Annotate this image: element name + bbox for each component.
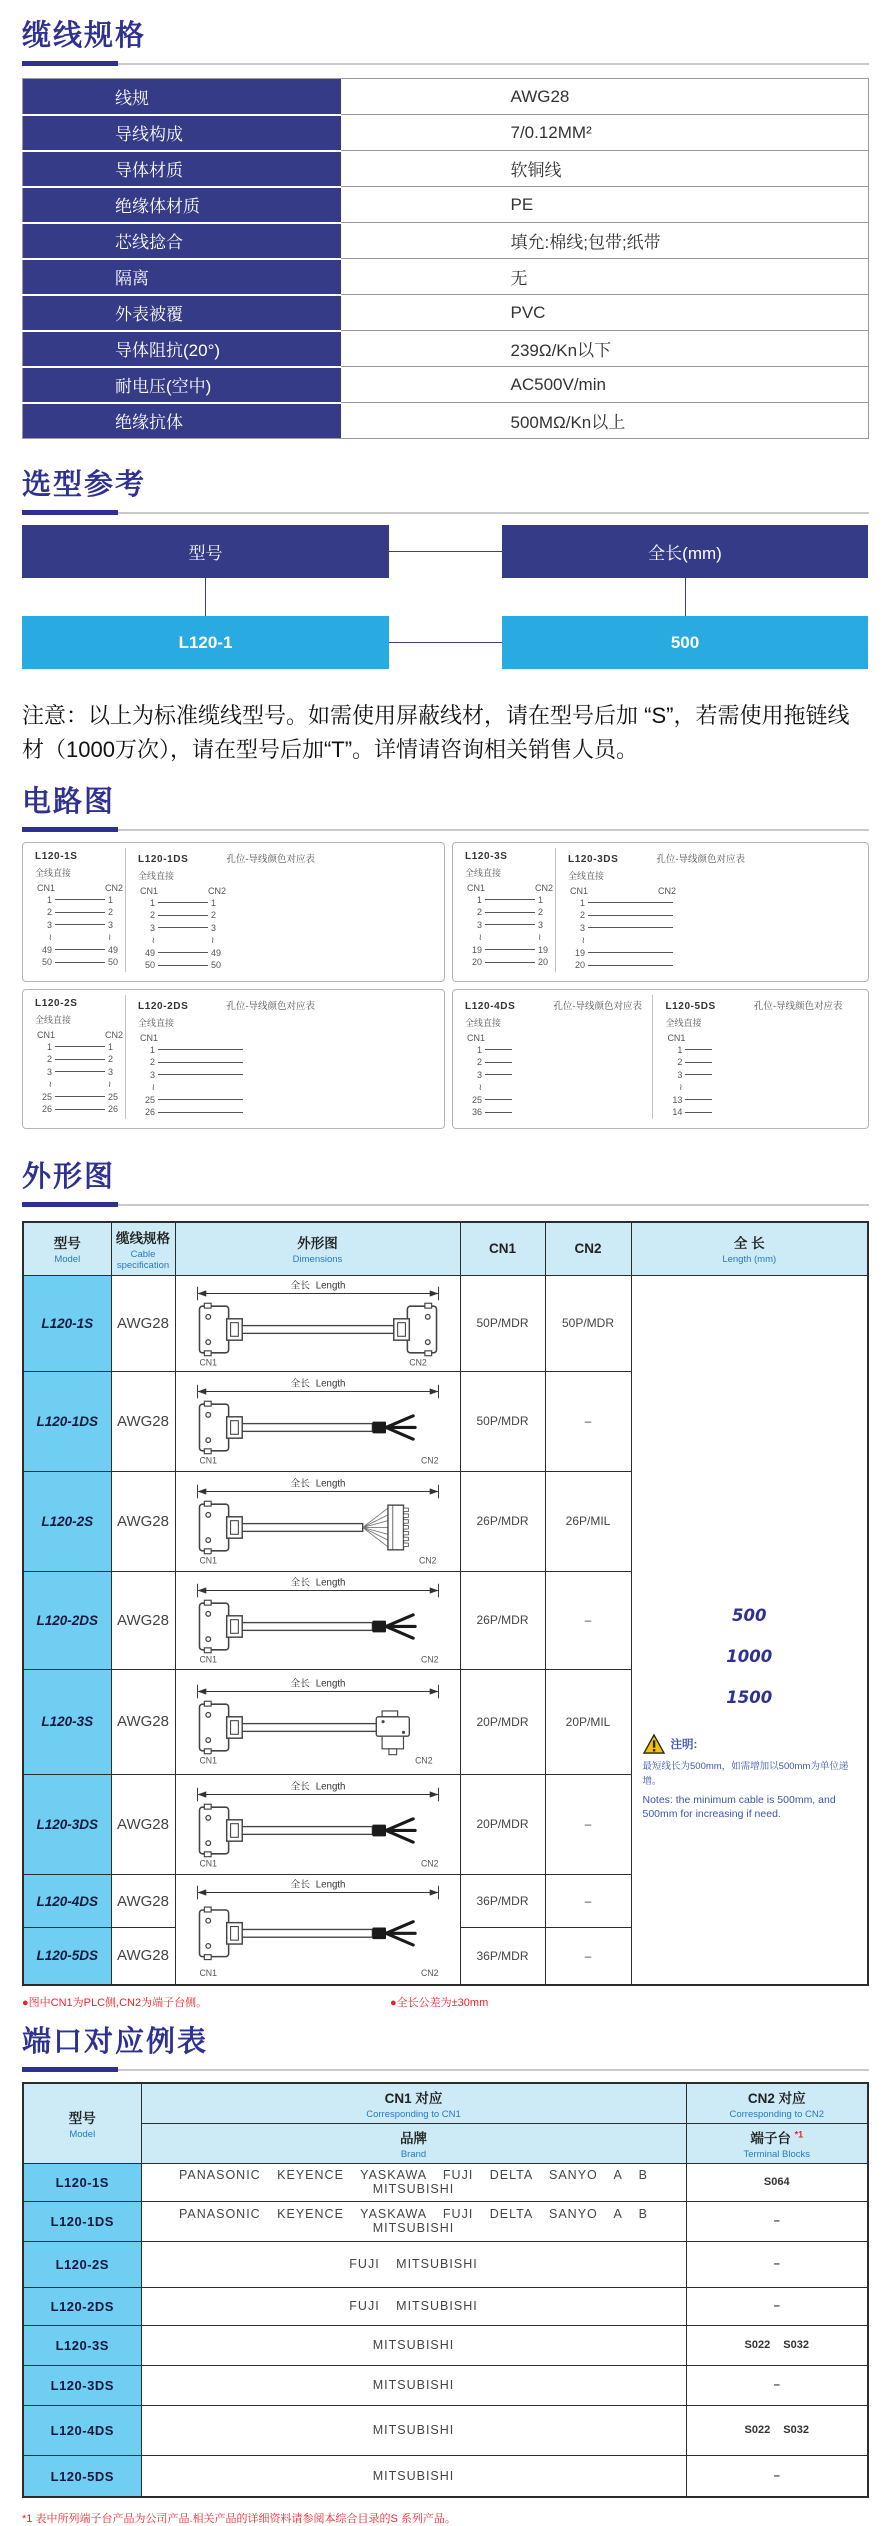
spec-label: 外表被覆 [23,295,341,331]
cn1-cell: 26P/MDR [460,1571,545,1669]
circuit-diagram-grid [22,842,869,1129]
circuit-panel-wiring: 全线直接 [568,870,605,881]
port-footnote: *1 表中所列端子台产品为公司产品.相关产品的详细资料请参阅本综合目录的S 系列产品。 [22,2513,456,2526]
outline-header-spec: 缆线规格 Cable specification [111,1222,175,1276]
port-terminal-cell: – [686,2241,868,2287]
table-row [23,2365,868,2405]
svg-text:CN1: CN1 [198,1357,217,1368]
circuit-panel-model: L120-4DS [465,1000,516,1012]
circuit-panel-wiring: 全线直接 [465,867,502,878]
outline-model-cell: L120-2DS [23,1571,111,1669]
cable-spec-table [22,78,869,439]
outline-model-cell: L120-5DS [23,1928,111,1985]
outline-spec-cell: AWG28 [111,1928,175,1985]
cn2-label: CN2 [104,1029,123,1040]
port-brand-cell: MITSUBISHI [141,2455,686,2497]
outline-header-model: 型号 Model [23,1222,111,1276]
table-row [23,115,869,151]
circuit-panel-model: L120-2S [35,997,78,1009]
circuit-pin-list: 1 1 2 2 3 3 ≀ ≀ 49 49 50 50 [41,894,119,968]
spec-value: 7/0.12MM² [341,115,869,151]
warning-text-zh: 最短线长为500mm，如需增加以500mm为单位递增。 [642,1761,849,1787]
cn2-cell: – [545,1874,631,1927]
port-model-cell: L120-3S [23,2325,141,2365]
svg-text:CN1: CN1 [198,1968,217,1979]
svg-text:CN2: CN2 [418,1555,437,1566]
table-row [23,2287,868,2325]
port-brand-cell: PANASONIC KEYENCE YASKAWA FUJI DELTA SANYO A B MITSUBISHI [141,2201,686,2241]
cn2-label: CN2 [207,885,226,896]
cn1-label: CN1 [140,1032,159,1043]
spec-value: PE [341,187,869,223]
svg-text:CN1: CN1 [198,1555,217,1566]
section-rule [22,61,869,66]
svg-text:CN1: CN1 [198,1858,217,1869]
spec-label: 隔离 [23,259,341,295]
selection-model-value-box: L120-1 [22,616,389,669]
port-table [22,2082,869,2499]
color-table-label: 孔位-导线颜色对应表 [656,853,746,865]
outline-footnote-2: ●全长公差为±30mm [390,1996,489,2009]
cable-drawing-mdr-fray [182,1575,454,1666]
circuit-panel [125,995,438,1119]
circuit-panel-model: L120-2DS [138,1000,189,1012]
svg-text:全长Length: 全长 Length [290,1577,345,1589]
svg-text:CN2: CN2 [408,1357,427,1368]
outline-model-cell: L120-1DS [23,1371,111,1471]
port-header-cn1: CN1 对应 Corresponding to CN1 [141,2083,686,2124]
outline-spec-cell: AWG28 [111,1371,175,1471]
spec-value: AC500V/min [341,367,869,403]
svg-text:CN1: CN1 [198,1654,217,1665]
cn1-cell: 26P/MDR [460,1471,545,1571]
length-cell [631,1275,868,1985]
port-model-cell: L120-1DS [23,2201,141,2241]
table-header-row [23,2083,868,2124]
warning-text-en: Notes: the minimum cable is 500mm, and 500mm for increasing if need. [642,1793,836,1821]
cable-drawing-mdr-fray [182,1779,454,1870]
section-title-circuit: 电路图 [22,785,116,818]
port-terminal-cell: – [686,2201,868,2241]
spec-label: 导体阻抗(20°) [23,331,341,367]
spec-label: 耐电压(空中) [23,367,341,403]
svg-text:CN2: CN2 [420,1455,438,1466]
section-rule [22,1202,869,1207]
outline-model-cell: L120-3S [23,1669,111,1774]
table-row [23,2163,868,2201]
circuit-box [452,842,869,982]
spec-label: 导体材质 [23,151,341,187]
outline-footnote-1: ●图中CN1为PLC侧,CN2为端子台侧。 [22,1996,208,2009]
table-row [23,187,869,223]
circuit-panel-model: L120-1S [35,850,78,862]
circuit-panel-model: L120-3DS [568,853,619,865]
circuit-panel-wiring: 全线直接 [465,1017,502,1028]
port-model-cell: L120-4DS [23,2405,141,2455]
cn2-cell: 26P/MIL [545,1471,631,1571]
port-model-cell: L120-3DS [23,2365,141,2405]
table-row [23,367,869,403]
svg-text:CN2: CN2 [414,1755,433,1766]
circuit-panel [29,995,125,1119]
outline-spec-cell: AWG28 [111,1874,175,1927]
cable-drawing-mdr-fray [182,1376,454,1467]
outline-model-cell: L120-3DS [23,1774,111,1874]
cn2-cell: 20P/MIL [545,1669,631,1774]
circuit-pin-list: 1 1 2 2 3 3 ≀ ≀ 25 25 26 26 [41,1041,119,1115]
circuit-panel-model: L120-3S [465,850,508,862]
port-terminal-cell: – [686,2365,868,2405]
connector-line [685,578,686,616]
section-rule [22,510,869,515]
spec-label: 绝缘体材质 [23,187,341,223]
port-model-cell: L120-2S [23,2241,141,2287]
table-row [23,295,869,331]
cn2-label: CN2 [657,885,676,896]
spec-value: 239Ω/Kn以下 [341,331,869,367]
port-brand-cell: MITSUBISHI [141,2325,686,2365]
cn1-label: CN1 [570,885,589,896]
port-terminal-cell: – [686,2287,868,2325]
svg-text:CN2: CN2 [420,1968,438,1979]
cn1-label: CN1 [467,1032,486,1043]
spec-value: AWG28 [341,79,869,115]
svg-text:CN1: CN1 [198,1755,217,1766]
section-rule [22,2067,869,2072]
cn1-cell: 36P/MDR [460,1928,545,1985]
svg-text:全长Length: 全长 Length [290,1280,345,1292]
cn2-label: CN2 [534,882,553,893]
circuit-panel [555,848,862,972]
circuit-panel [652,995,862,1119]
length-values: 500 1000 1500 [726,1605,773,1708]
selection-note: 注意：以上为标准缆线型号。如需使用屏蔽线材，请在型号后加 “S”，若需使用拖链线材（1000万次），请在型号后加“T”。详情请咨询相关销售人员。 [22,703,850,763]
cable-drawing-mdr-mil [182,1476,454,1567]
circuit-box [452,989,869,1129]
outline-spec-cell: AWG28 [111,1471,175,1571]
svg-text:全长Length: 全长 Length [290,1678,345,1690]
port-brand-cell: MITSUBISHI [141,2365,686,2405]
spec-value: 填允:棉线;包带;纸带 [341,223,869,259]
connector-line [389,642,502,643]
spec-value: PVC [341,295,869,331]
circuit-panel-wiring: 全线直接 [665,1017,702,1028]
circuit-pin-list: 1 2 3 ≀ 25 36 [467,1044,515,1119]
port-terminal-cell: S064 [686,2163,868,2201]
outline-spec-cell: AWG28 [111,1275,175,1371]
outline-spec-cell: AWG28 [111,1571,175,1669]
circuit-panel-wiring: 全线直接 [138,1017,175,1028]
table-row [23,2405,868,2455]
table-row [23,2201,868,2241]
circuit-pin-list: 1 2 3 ≀ 13 14 [667,1044,715,1119]
color-table-label: 孔位-导线颜色对应表 [753,1000,843,1012]
spec-value: 软铜线 [341,151,869,187]
outline-header-length: 全 长 Length (mm) [631,1222,868,1276]
warning-note [633,1718,867,1821]
section-title-selection: 选型参考 [22,469,147,501]
circuit-pin-list: 1 1 2 2 3 3 ≀ ≀ 49 49 50 50 [144,897,222,971]
cn2-cell: – [545,1774,631,1874]
cable-drawing-mdr-mdr [182,1278,454,1369]
cable-drawing-mdr-fray [182,1877,454,1982]
port-header-model: 型号 Model [23,2083,141,2164]
spec-label: 绝缘抗体 [23,403,341,439]
outline-model-cell: L120-1S [23,1275,111,1371]
selection-model-header-box: 型号 [22,525,389,578]
circuit-panel [459,848,555,972]
table-row [23,151,869,187]
table-row [23,403,869,439]
port-brand-cell: PANASONIC KEYENCE YASKAWA FUJI DELTA SANYO A B MITSUBISHI [141,2163,686,2201]
cn2-cell: – [545,1928,631,1985]
outline-header-dimensions: 外形图 Dimensions [175,1222,460,1276]
circuit-panel [125,848,438,972]
cn1-label: CN1 [667,1032,686,1043]
drawing-cell [175,1669,460,1774]
port-terminal-cell: S022 S032 [686,2405,868,2455]
table-row [23,259,869,295]
circuit-pin-list: 1 1 2 2 3 3 ≀ ≀ 19 19 20 20 [471,894,549,968]
spec-value: 500MΩ/Kn以上 [341,403,869,439]
outline-model-cell: L120-4DS [23,1874,111,1927]
cn1-cell: 36P/MDR [460,1874,545,1927]
circuit-box [22,989,445,1129]
warning-icon [643,1734,665,1754]
table-row [23,1275,868,1371]
circuit-panel-wiring: 全线直接 [35,1014,72,1025]
circuit-panel [29,848,125,972]
cn2-label: CN2 [104,882,123,893]
cn1-cell: 20P/MDR [460,1669,545,1774]
mil-connector-icon [362,1505,408,1550]
svg-text:全长Length: 全长 Length [290,1879,345,1891]
cn1-label: CN1 [467,882,486,893]
table-row [23,223,869,259]
color-table-label: 孔位-导线颜色对应表 [553,1000,643,1012]
svg-text:CN2: CN2 [420,1654,438,1665]
port-header-cn2: CN2 对应 Corresponding to CN2 [686,2083,868,2124]
drawing-cell [175,1471,460,1571]
outline-table [22,1221,869,1986]
cn2-cell: 50P/MDR [545,1275,631,1371]
spec-label: 导线构成 [23,115,341,151]
section-title-port: 端口对应例表 [22,2025,209,2058]
connector-line [389,551,502,552]
circuit-pin-list: 1 2 3 ≀ 19 20 [570,897,676,972]
outline-header-cn2: CN2 [545,1222,631,1276]
circuit-panel-wiring: 全线直接 [138,870,175,881]
circuit-panel-wiring: 全线直接 [35,867,72,878]
port-brand-cell: MITSUBISHI [141,2405,686,2455]
circuit-panel [459,995,652,1119]
svg-text:CN1: CN1 [198,1455,217,1466]
warning-title: 注明: [670,1739,698,1752]
port-brand-cell: FUJI MITSUBISHI [141,2241,686,2287]
table-header-row [23,2123,868,2163]
table-header-row [23,1222,868,1276]
outline-spec-cell: AWG28 [111,1774,175,1874]
color-table-label: 孔位-导线颜色对应表 [226,853,316,865]
section-title-cable-spec: 缆线规格 [22,20,147,52]
cn2-cell: – [545,1571,631,1669]
selection-diagram [22,525,869,685]
cn1-label: CN1 [140,885,159,896]
cn1-cell: 50P/MDR [460,1275,545,1371]
drawing-cell [175,1371,460,1471]
selection-length-value-box: 500 [502,616,868,669]
circuit-panel-model: L120-1DS [138,853,189,865]
svg-text:全长Length: 全长 Length [290,1378,345,1390]
drawing-cell [175,1275,460,1371]
section-title-outline: 外形图 [22,1160,116,1193]
circuit-box [22,842,445,982]
svg-text:CN2: CN2 [420,1858,438,1869]
port-terminal-cell: S022 S032 [686,2325,868,2365]
drawing-cell [175,1774,460,1874]
circuit-panel-model: L120-5DS [665,1000,716,1012]
port-brand-cell: FUJI MITSUBISHI [141,2287,686,2325]
port-model-cell: L120-5DS [23,2455,141,2497]
table-row [23,2241,868,2287]
port-model-cell: L120-1S [23,2163,141,2201]
outline-footnotes [22,1994,869,2010]
svg-text:全长Length: 全长 Length [290,1478,345,1490]
circuit-pin-list: 1 2 3 ≀ 25 26 [140,1044,246,1119]
cn1-label: CN1 [37,882,56,893]
spec-label: 芯线捻合 [23,223,341,259]
outline-header-cn1: CN1 [460,1222,545,1276]
footnote-marker: *1 [794,2129,804,2140]
table-row [23,331,869,367]
outline-model-cell: L120-2S [23,1471,111,1571]
cn1-cell: 50P/MDR [460,1371,545,1471]
cn2-cell: – [545,1371,631,1471]
cn1-label: CN1 [37,1029,56,1040]
table-row [23,79,869,115]
port-model-cell: L120-2DS [23,2287,141,2325]
cable-drawing-mdr-plug [182,1676,454,1767]
port-header-terminal: 端子台 $^{*1}$ Terminal Blocks [686,2123,868,2163]
outline-spec-cell: AWG28 [111,1669,175,1774]
spec-value: 无 [341,259,869,295]
section-rule [22,827,869,832]
connector-line [205,578,206,616]
color-table-label: 孔位-导线颜色对应表 [226,1000,316,1012]
selection-length-header-box: 全长(mm) [502,525,868,578]
spec-label: 线规 [23,79,341,115]
drawing-cell [175,1874,460,1984]
table-row [23,2455,868,2497]
port-terminal-cell: – [686,2455,868,2497]
table-row [23,2325,868,2365]
port-header-brand: 品牌 Brand [141,2123,686,2163]
plug-connector-icon [376,1711,409,1755]
cn1-cell: 20P/MDR [460,1774,545,1874]
svg-text:全长Length: 全长 Length [290,1781,345,1793]
drawing-cell [175,1571,460,1669]
